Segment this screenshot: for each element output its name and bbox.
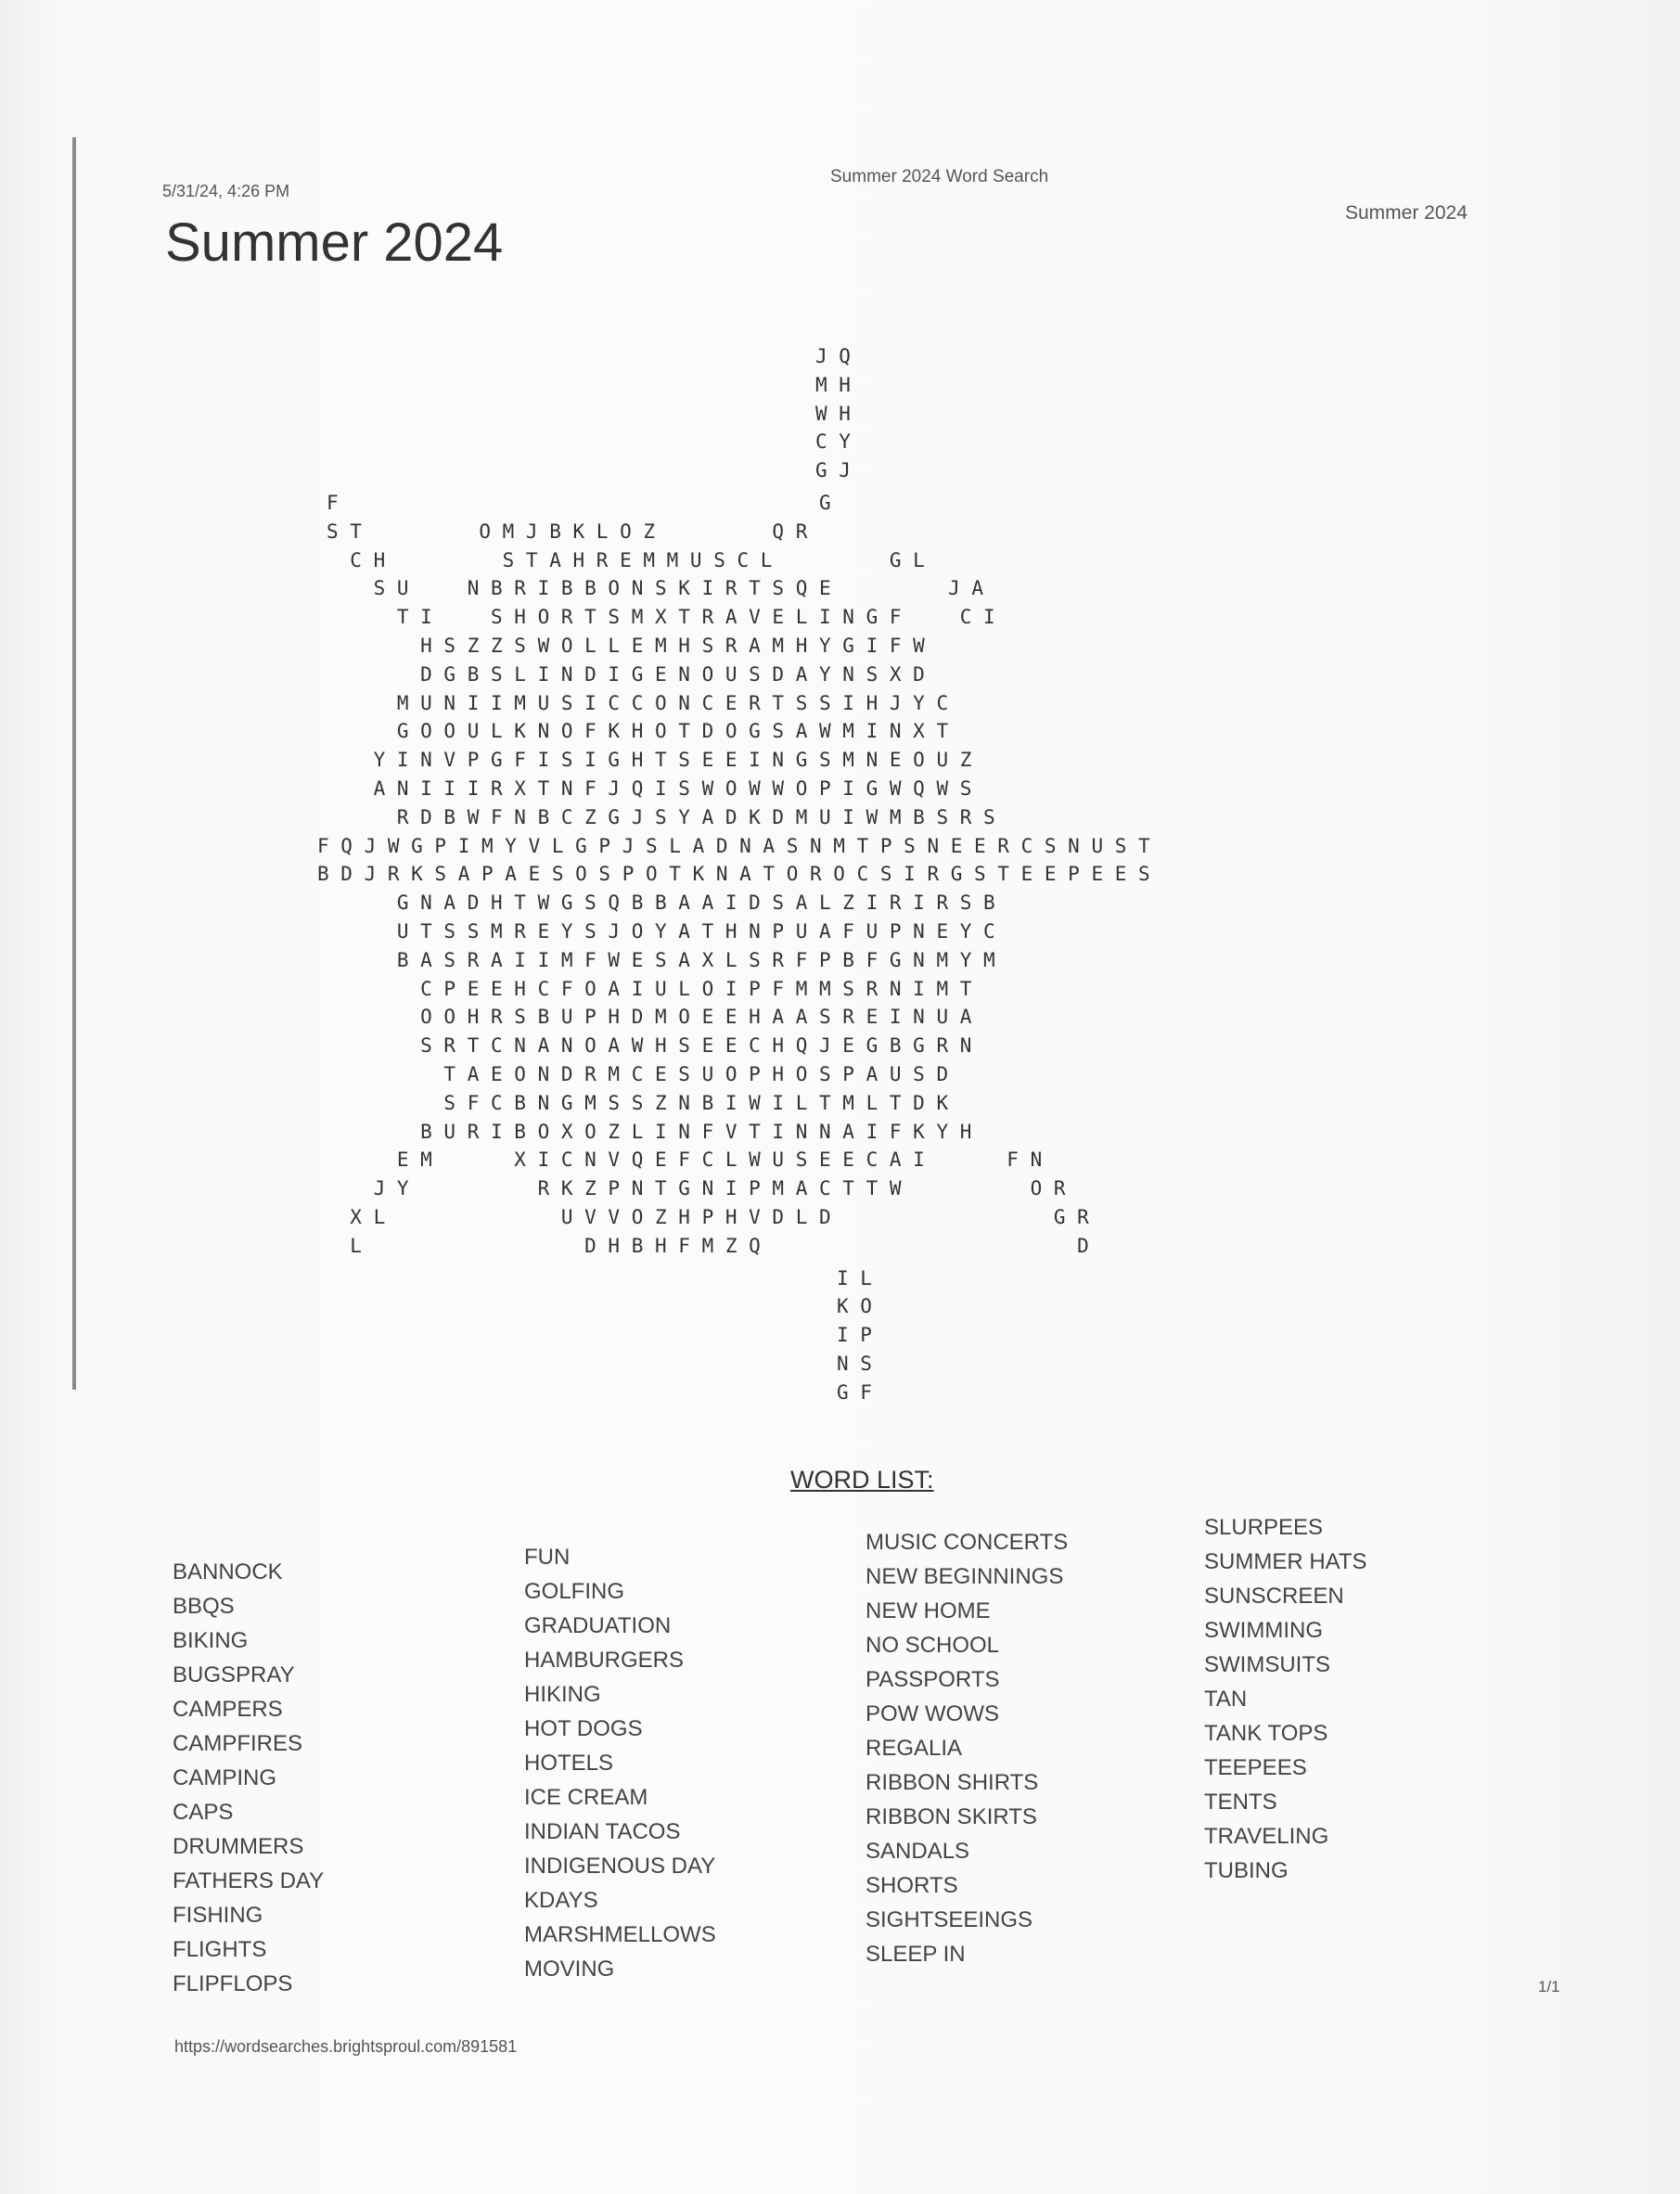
print-header-title: Summer 2024 Word Search (830, 167, 1049, 186)
grid-row: E M X I C N V Q E F C L W U S E E C A I F N (327, 1148, 1043, 1172)
word-list-item: DRUMMERS (173, 1834, 304, 1859)
grid-row: O O H R S B U P H D M O E E H A A S R E I N U A (327, 1006, 972, 1029)
word-list-column-2 (524, 1540, 716, 1986)
word-list-item: CAMPFIRES (173, 1731, 303, 1756)
grid-row: B D J R K S A P A E S O S P O T K N A T O R O C S I R G S T E E P E E S (317, 863, 1150, 886)
word-list-item: HOT DOGS (524, 1716, 643, 1741)
word-list-item: REGALIA (866, 1736, 963, 1761)
word-list-item: CAPS (173, 1800, 234, 1825)
word-list-item: TENTS (1204, 1790, 1277, 1815)
word-list-item: BUGSPRAY (173, 1662, 295, 1687)
word-list-item: BANNOCK (173, 1559, 283, 1585)
word-list-item: FISHING (173, 1903, 263, 1928)
grid-row: J Y R K Z P N T G N I P M A C T T W O R (327, 1177, 1066, 1200)
word-list-item: MUSIC CONCERTS (866, 1530, 1069, 1555)
word-list-item: PASSPORTS (866, 1667, 1000, 1692)
word-list-item: SANDALS (866, 1839, 970, 1864)
grid-row: G J (815, 459, 851, 482)
grid-row: U T S S M R E Y S J O Y A T H N P U A F U P N E Y C (327, 920, 995, 943)
word-list-item: FLIPFLOPS (173, 1971, 293, 1996)
word-list-item: SUNSCREEN (1204, 1584, 1344, 1609)
word-list-item: FUN (524, 1545, 571, 1570)
grid-row: M H (815, 373, 851, 396)
word-list-item: POW WOWS (866, 1701, 999, 1726)
word-list-item: NEW BEGINNINGS (866, 1564, 1064, 1589)
word-list-item: SLURPEES (1204, 1515, 1324, 1540)
grid-row: I P (837, 1324, 872, 1347)
grid-row: L D H B H F M Z Q D (327, 1234, 1089, 1257)
page-number: 1/1 (1538, 1978, 1560, 1995)
word-list-item: BBQS (173, 1594, 235, 1619)
word-list-item: KDAYS (524, 1888, 598, 1913)
word-list-item: TAN (1204, 1687, 1248, 1712)
word-list-item: SUMMER HATS (1204, 1549, 1367, 1574)
word-list-item: MOVING (524, 1957, 615, 1982)
word-list-item: GOLFING (524, 1579, 625, 1604)
word-list-item: RIBBON SKIRTS (866, 1804, 1037, 1829)
word-list-item: TANK TOPS (1204, 1721, 1328, 1746)
grid-row: K O (837, 1295, 872, 1318)
word-list-column-1 (173, 1555, 324, 2001)
word-list-item: GRADUATION (524, 1613, 672, 1638)
word-list-item: INDIGENOUS DAY (524, 1854, 716, 1879)
word-list-item: HOTELS (524, 1751, 614, 1776)
word-list-item: SWIMSUITS (1204, 1652, 1330, 1677)
grid-row: S F C B N G M S S Z N B I W I L T M L T D K (327, 1091, 949, 1114)
grid-row: B U R I B O X O Z L I N F V T I N N A I F K Y H (327, 1120, 972, 1143)
grid-row: G O O U L K N O F K H O T D O G S A W M I N X T (327, 720, 949, 743)
grid-row: H S Z Z S W O L L E M H S R A M H Y G I F W (327, 635, 925, 657)
word-list-item: HAMBURGERS (524, 1648, 685, 1673)
grid-row: C Y (815, 430, 851, 454)
word-list-item: RIBBON SHIRTS (866, 1770, 1039, 1795)
grid-row: X L U V V O Z H P H V D L D G R (327, 1206, 1089, 1228)
grid-row: S U N B R I B B O N S K I R T S Q E J A (327, 577, 984, 600)
source-url: https://wordsearches.brightsproul.com/891581 (174, 2037, 518, 2056)
grid-row: T I S H O R T S M X T R A V E L I N G F C I (327, 606, 995, 629)
grid-row: N S (837, 1353, 872, 1375)
word-list-item: TRAVELING (1204, 1824, 1329, 1849)
page-edge-shadow (72, 137, 76, 1390)
word-list-item: SHORTS (866, 1873, 958, 1898)
header-right-title: Summer 2024 (1345, 202, 1468, 224)
grid-row: R D B W F N B C Z G J S Y A D K D M U I W M B S R S (327, 805, 995, 828)
word-list-column-4 (1204, 1510, 1367, 1888)
grid-row: Y I N V P G F I S I G H T S E E I N G S M N E O U Z (327, 749, 972, 772)
word-list-item: FLIGHTS (173, 1937, 267, 1962)
grid-row: C P E E H C F O A I U L O I P F M M S R N I M T (327, 977, 972, 1000)
word-list-item: NO SCHOOL (866, 1633, 1000, 1658)
grid-row: I L (837, 1266, 872, 1289)
word-list-item: TUBING (1204, 1858, 1289, 1883)
grid-row: D G B S L I N D I G E N O U S D A Y N S X D (327, 662, 925, 686)
word-list-item: CAMPERS (173, 1697, 283, 1722)
grid-row: M U N I I M U S I C C O N C E R T S S I H J Y C (327, 691, 949, 714)
word-list-title: WORD LIST: (790, 1466, 934, 1494)
word-list-column-3 (866, 1525, 1068, 1971)
word-list-item: SLEEP IN (866, 1942, 966, 1967)
grid-row: J Q (815, 345, 851, 367)
grid-row: G N A D H T W G S Q B B A A I D S A L Z I R I R S B (327, 892, 995, 915)
word-list-item: CAMPING (173, 1765, 277, 1790)
grid-row: C H S T A H R E M M U S C L G L (327, 548, 925, 571)
word-list-item: ICE CREAM (524, 1785, 648, 1810)
grid-row: W H (815, 402, 851, 425)
word-list-item: TEEPEES (1204, 1755, 1307, 1780)
grid-row: S R T C N A N O A W H S E E C H Q J E G B G R N (327, 1034, 972, 1058)
word-search-grid (317, 345, 1375, 1404)
word-list-item: MARSHMELLOWS (524, 1922, 716, 1947)
word-list-item: SIGHTSEEINGS (866, 1907, 1033, 1932)
grid-row: A N I I I R X T N F J Q I S W O W W O P I G W Q W S (327, 777, 972, 800)
grid-row: B A S R A I I M F W E S A X L S R F P B F G N M Y M (327, 948, 995, 971)
print-date: 5/31/24, 4:26 PM (162, 182, 290, 200)
grid-row: G F (837, 1380, 872, 1404)
grid-row: S T O M J B K L O Z Q R (327, 520, 808, 543)
word-list-item: NEW HOME (866, 1598, 991, 1623)
word-list-item: FATHERS DAY (173, 1868, 325, 1893)
page-title: Summer 2024 (165, 212, 504, 273)
grid-row: T A E O N D R M C E S U O P H O S P A U S D (327, 1063, 949, 1085)
word-list-item: HIKING (524, 1682, 601, 1707)
grid-row: F G (327, 492, 831, 514)
word-list-item: INDIAN TACOS (524, 1819, 681, 1844)
word-list-item: SWIMMING (1204, 1618, 1323, 1643)
grid-row: F Q J W G P I M Y V L G P J S L A D N A S N M T P S N E E R C S N U S T (317, 834, 1150, 857)
word-list-item: BIKING (173, 1628, 249, 1653)
